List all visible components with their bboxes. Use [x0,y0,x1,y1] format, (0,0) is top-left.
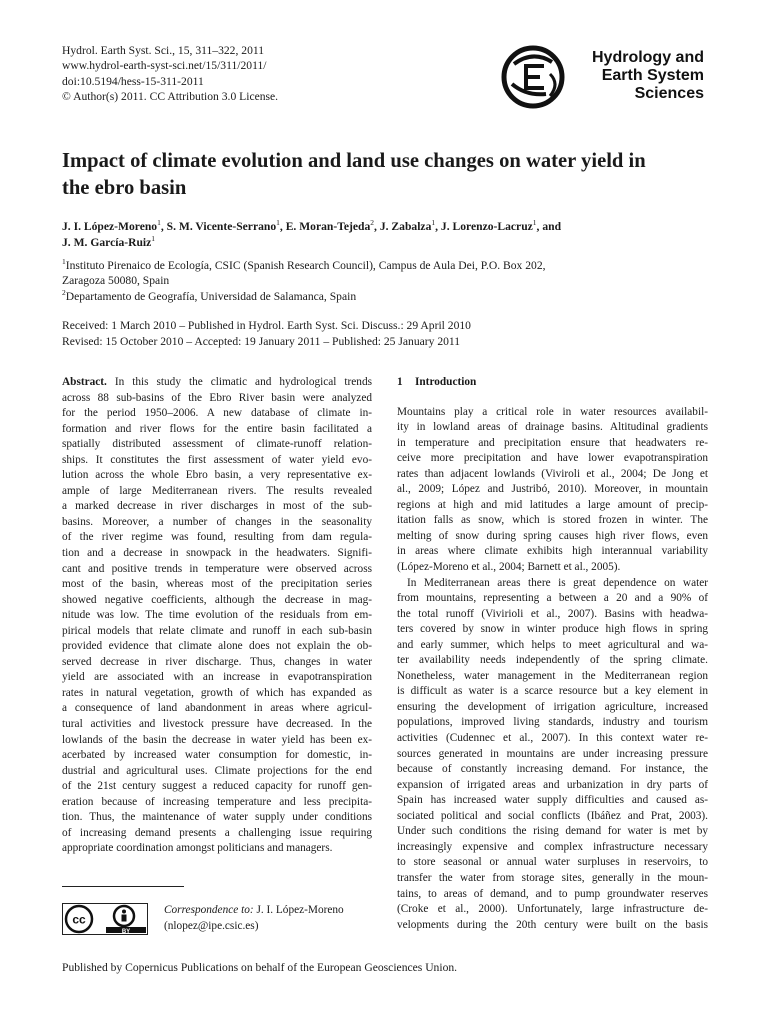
intro-line: Under such conditions the rising demand for water is met by [397,825,708,838]
intro-line: velopments during the 20th century were built on the basis [397,918,708,931]
intro-line: to store seasonal or annual water surpluses in reservoirs, to [397,856,708,869]
correspondence-name: J. I. López-Moreno [256,904,344,916]
abstract-line: a marked decrease in river discharges in most of the sub- [62,500,372,513]
intro-line: and early summer, which helps to meet agricultural and wa- [397,638,708,651]
author-name: J. Lorenzo-Lacruz [440,220,533,233]
correspondence [164,903,344,934]
abstract-line: appropriate coordination amongst politicians and managers. [62,842,333,855]
introduction-body [397,405,708,934]
abstract-line: eration because of increasing temperature and less precipita- [62,795,372,808]
abstract-line: of increasing demand presents a challenging issue requiring [62,826,372,839]
abstract-line: rates in natural vegetation, growth of which has expanded as [62,686,372,699]
intro-line: populations, improved living standards, industry and tourism [397,716,708,729]
abstract-line: served decrease in river discharge. Thus, changes in water [62,655,372,668]
affiliation: $^2$Departamento de Geografía, Universidad de Salamanca, Spain [62,287,357,303]
cc-badge-label: BY [121,929,131,935]
intro-line: expansion of irrigated areas and urbanization in dry parts of [397,778,708,791]
abstract-line: tion and a decrease in snowpack in the headwaters. Signifi- [62,547,372,560]
author-separator: , and [536,220,562,233]
abstract-line: lowlands of the basin the decrease in water yield has been ex- [62,733,372,746]
intro-line: ter availability needs independently of the spring climate. [397,654,708,667]
journal-logo [500,44,720,114]
author-name: S. M. Vicente-Serrano [166,220,277,233]
abstract-line: of the river regime was found, resulting from dam regula- [62,531,372,544]
author-affiliation-mark: 1 [431,218,436,227]
abstract-line: yield are associated with an increase in evapotranspiration [62,671,372,684]
intro-line: ity in lowland areas of drainage basins. Altitudinal gradients [397,421,708,434]
logo-line: Earth System [601,67,704,84]
abstract-line: provided evidence that climate alone does not explain the ob- [62,640,372,653]
abstract [62,375,372,857]
intro-line: ters covered by snow in winter produce high flows in spring [397,623,708,636]
logo-line: Hydrology and [591,49,704,66]
author-list [62,219,722,250]
intro-line: from mountains, representing a between a 20 and a 90% of [397,592,708,605]
journal-doi[interactable]: doi:10.5194/hess-15-311-2011 [62,74,204,88]
author-line [62,235,722,251]
introduction-section [397,375,708,933]
abstract-line: lution across the whole Ebro basin, a very representative ex- [62,469,372,482]
abstract-line: a consequence of land abandonment in areas where agricul- [62,702,372,715]
abstract-line: acerbated by increased water consumption for domestic, in- [62,749,372,762]
abstract-line: tural activities and livestock pressure have decreased. In the [62,718,372,731]
intro-line: (López-Moreno et al., 2004; Barnett et al., 2005). [397,561,621,574]
journal-citation: Hydrol. Earth Syst. Sci., 15, 311–322, 2011 [62,44,265,57]
author-affiliation-mark: 1 [157,218,161,227]
paper-title [62,148,722,202]
author-name: J. M. García-Ruiz [62,235,152,249]
intro-line: sources generated in mountains are under increasing pressure [397,747,708,760]
abstract-line: formation and river flows for the entire basin facilitated a [62,422,372,435]
intro-line: ensuring the development of irrigation agriculture, increased [397,700,708,713]
intro-line: because of constantly increasing demand. For instance, the [397,763,708,776]
abstract-line: of the 21st century suggest a reduced capacity for runoff gen- [62,780,372,793]
intro-line: Nonetheless, water management in the Mediterranean region [397,669,708,682]
abstract-line: spatially distributed assessment of climate-runoff relation- [62,438,372,451]
abstract-line: cant and positive trends in temperature were observed across [62,562,372,575]
intro-line: rates than adjacent lowlands (Viviroli et al., 2004; De Jong et [397,467,708,480]
author-name: J. Zabalza [379,220,432,233]
abstract-label: Abstract. [62,376,107,388]
intro-line: the total runoff (Vivirioli et al., 2007). Basins with headwa- [397,607,708,620]
abstract-line: showed negative coefficients, although the decrease in mag- [62,593,372,606]
intro-line: In Mediterranean areas there is great dependence on water [407,576,708,589]
publisher-note: Published by Copernicus Publications on behalf of the European Geosciences Union. [62,961,458,974]
section-title: Introduction [415,376,477,388]
creative-commons-by-badge-icon[interactable] [62,903,148,935]
svg-text:cc: cc [72,912,86,927]
abstract-line: ships. It constitutes the first assessment of water yield evo- [62,453,372,466]
intro-line: melting of snow during spring causes high river flows, even [397,529,708,542]
author-separator: , [160,220,167,233]
author-affiliation-mark: 1 [532,218,537,227]
abstract-line: most of the basin, whereas most of the precipitation series [62,578,372,591]
intro-line: regions at high and mid latitudes a large amount of precip- [397,498,708,511]
journal-url[interactable]: www.hydrol-earth-syst-sci.net/15/311/2011/ [62,59,267,73]
footnote-divider [62,886,184,887]
author-name: J. I. López-Moreno [62,220,158,233]
abstract-line: for the period 1950–2006. A new database of climate in- [62,407,372,420]
author-separator: , [435,220,441,233]
abstract-line: dustrial and agricultural uses. Climate projections for the end [62,764,372,777]
abstract-line: basins. Moreover, a number of changes in the seasonality [62,515,372,528]
intro-line: increasingly expensive and complex infrastructure necessary [397,840,708,853]
author-name: E. Moran-Tejeda [285,220,371,233]
correspondence-label: Correspondence to: [164,904,254,916]
journal-citation-block [62,43,278,105]
intro-line: al., 2009; López and Justribó, 2010). Moreover, in mountain [397,483,708,496]
affiliations [62,258,722,304]
title-line: Impact of climate evolution and land use changes on water yield in [62,150,646,172]
journal-logo-text [592,49,704,103]
section-number: 1 [397,376,403,388]
intro-line: tains, to areas of demand, and to pump groundwater reserves [397,887,708,900]
correspondence-email[interactable]: (nlopez@ipe.csic.es) [164,919,259,932]
affiliation: Zaragoza 50080, Spain [62,274,170,288]
intro-line: transfer the water from storage sites, generally in the moun- [397,871,708,884]
author-affiliation-mark: 1 [151,233,156,243]
publication-dates [62,318,722,349]
intro-line: activities (Cudennec et al., 2007). In this context water re- [397,732,708,745]
intro-line: in areas where climate exhibits high interannual variability [397,545,708,558]
intro-line: itation falls as snow, which is stored frozen in winter. The [397,514,708,527]
abstract-line: pirical models that relate climate and runoff in each sub-basin [62,624,372,637]
title-line: the ebro basin [62,177,187,199]
journal-license: © Author(s) 2011. CC Attribution 3.0 License. [62,90,279,104]
abstract-line: Abstract. In this study the climatic and hydrological trends [62,376,372,388]
egu-globe-logo-icon [500,44,566,110]
abstract-line: across 88 sub-basins of the Ebro River basin were analyzed [62,391,372,404]
affiliation: $^1$Instituto Pirenaico de Ecología, CSIC (Spanish Research Council), Campus de Aula Dei, P.O. Box 202, [62,257,546,272]
intro-line: ceive more precipitation and have lower evapotranspiration [397,452,708,465]
author-line [62,219,722,235]
date-line: Received: 1 March 2010 – Published in Hydrol. Earth Syst. Sci. Discuss.: 29 April 2010 [62,319,471,332]
intro-line: sociated political and social conflicts (Ibáñez and Prat, 2003). [397,809,708,822]
intro-line: Spain has increased water supply difficulties and caused as- [397,794,708,807]
abstract-line: tion. Thus, the maintenance of water supply under conditions [62,811,372,824]
abstract-line: ample of large Mediterranean rivers. The results revealed [62,484,372,497]
intro-line: is difficult as water is a scarce resource but a key element in [397,685,708,698]
intro-line: Mountains play a critical role in water resources availabil- [397,405,708,418]
abstract-line: nitude was low. The time evolution of the residuals from em- [62,609,372,622]
author-separator: , [279,220,286,233]
intro-line: in temperature and precipitation ensure that headwaters re- [397,436,708,449]
author-separator: , [374,220,380,233]
section-heading [397,375,708,391]
date-line: Revised: 15 October 2010 – Accepted: 19 January 2011 – Published: 25 January 2011 [62,334,461,348]
intro-line: (Croke et al., 2000). Unfortunately, large infrastructure de- [397,903,708,916]
logo-line: Sciences [634,85,704,102]
author-affiliation-mark: 1 [276,218,280,227]
author-affiliation-mark: 2 [370,218,375,227]
